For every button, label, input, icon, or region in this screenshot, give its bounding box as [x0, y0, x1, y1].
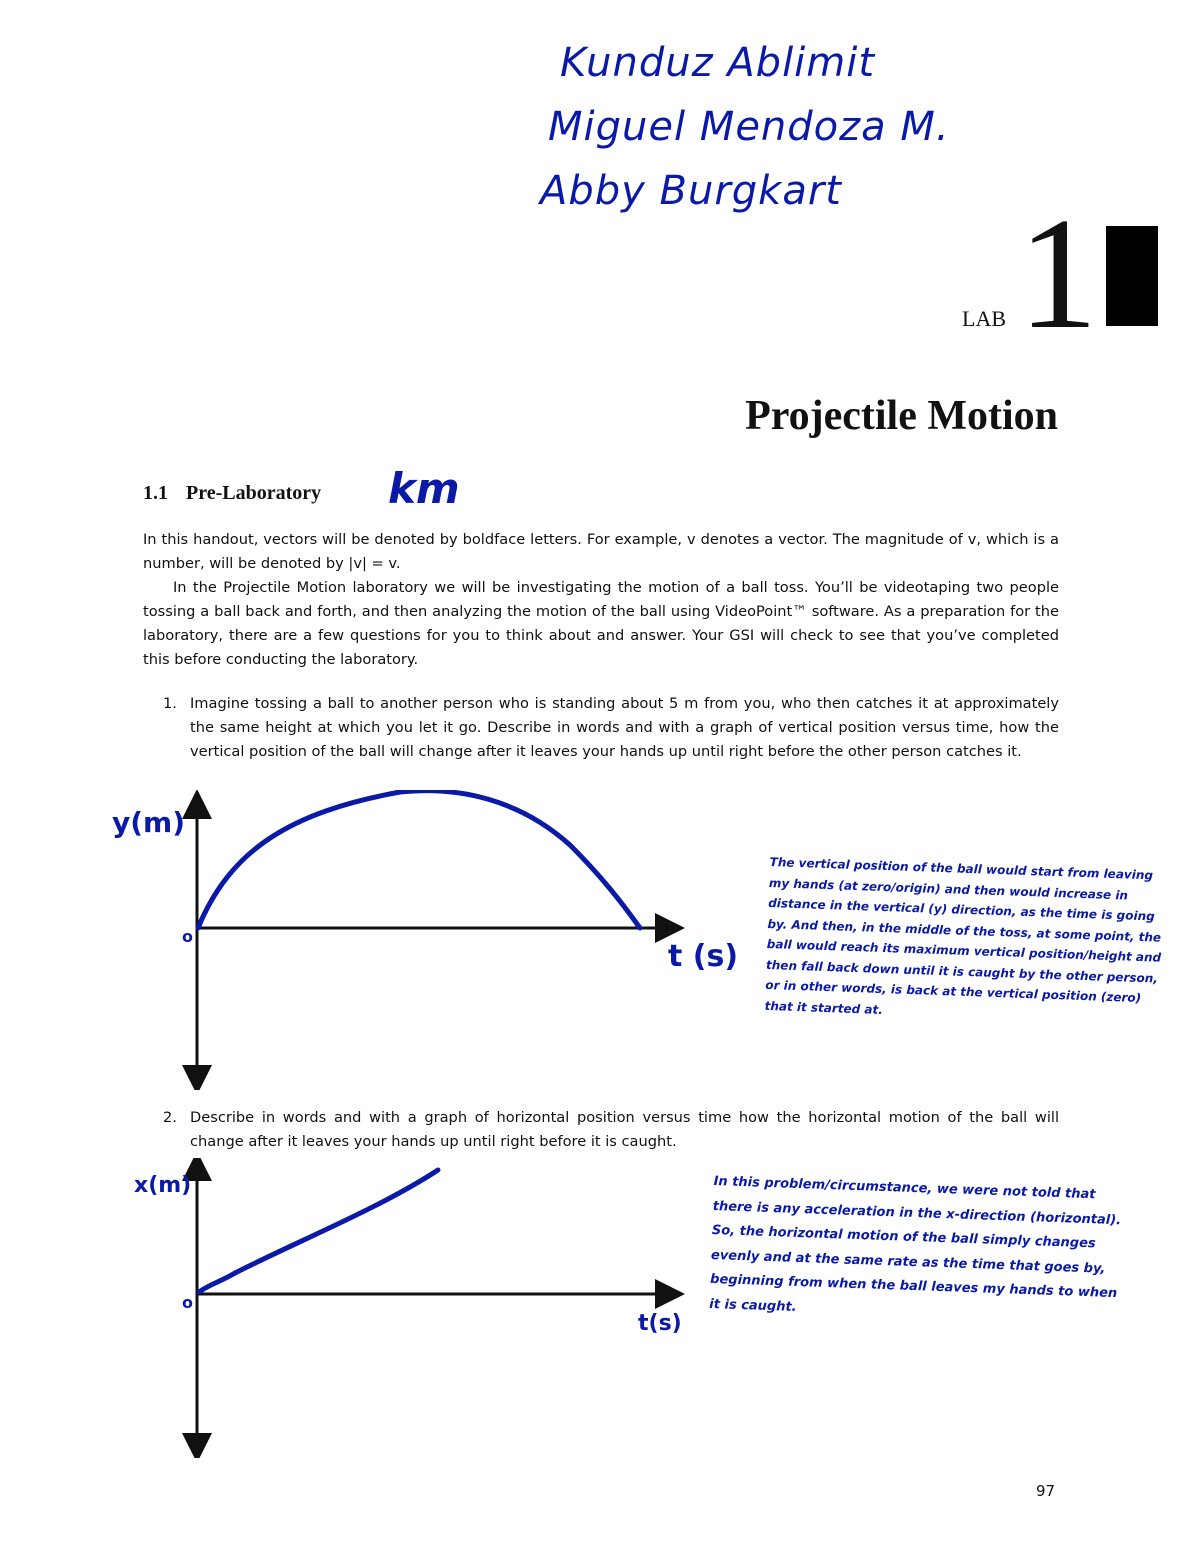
y-axis-label: y(m) [112, 806, 186, 839]
chapter-marker-block [1106, 226, 1158, 326]
section-heading [143, 482, 321, 505]
handwritten-name-2: Miguel Mendoza M. [548, 104, 950, 150]
intro-paragraph-2: In the Projectile Motion laboratory we will be investigating the motion of a ball toss. You’ll be videotaping two people tossing a ball back and forth, and then analyzing the motion of the ball using VideoPoint™ software. As a preparation for the laboratory, there are a few questions for you to think about and answer. Your GSI will check to see that you’ve completed this before conducting the laboratory. [143, 579, 1059, 668]
origin-label: o [182, 927, 193, 946]
handwritten-name-3: Abby Burgkart [540, 168, 842, 214]
handwritten-initials: km [388, 464, 460, 513]
y-axis-label: x(m) [134, 1173, 192, 1198]
question-number: 2. [163, 1109, 177, 1126]
question-text: Describe in words and with a graph of horizontal position versus time how the horizontal motion of the ball will change after it leaves your hands up until right before it is caught. [190, 1109, 1059, 1150]
section-number: 1.1 [143, 482, 168, 504]
chapter-title: Projectile Motion [745, 393, 1058, 439]
origin-label: o [182, 1293, 193, 1312]
x-axis-label: t(s) [638, 1311, 682, 1336]
horizontal-position-graph [100, 1158, 700, 1458]
question-1 [143, 692, 1059, 764]
lab-number: 1 [1018, 184, 1098, 362]
section-title: Pre-Laboratory [186, 482, 322, 504]
question-2 [143, 1106, 1059, 1154]
question-number: 1. [163, 695, 177, 712]
intro-paragraph-1: In this handout, vectors will be denoted by boldface letters. For example, v denotes a vector. The magnitude of v, which is a number, will be denoted by |v| = v. [143, 531, 1059, 572]
page-number: 97 [1036, 1482, 1056, 1500]
question-text: Imagine tossing a ball to another person who is standing about 5 m from you, who then catches it at approximately the same height at which you let it go. Describe in words and with a graph of vertical position versus time, how the vertical position of the ball will change after it leaves your hands up until right before the other person catches it. [190, 695, 1059, 760]
trajectory-curve [198, 791, 640, 928]
x-axis-label: t (s) [668, 939, 739, 974]
vertical-position-graph [100, 790, 760, 1090]
lab-label: LAB [962, 306, 1006, 331]
position-line [199, 1170, 438, 1292]
handwritten-answer-1: The vertical position of the ball would start from leaving my hands (at zero/origin) and then would increase in distance in the vertical (y) direction, as the time is going by. And then, in the middle of the toss, at some point, the ball would reach its maximum vertical position/height and then fall back down until it is caught by the other person, or in other words, is back at the vertical position (zero) that it started at. [764, 854, 1162, 1017]
handwritten-name-1: Kunduz Ablimit [560, 40, 876, 86]
handwritten-answer-2: In this problem/circumstance, we were not told that there is any acceleration in the x-direction (horizontal). So, the horizontal motion of the ball simply changes evenly and at the same rate as the time that goes by, beginning from when the ball leaves my hands to when it is caught. [709, 1173, 1122, 1315]
